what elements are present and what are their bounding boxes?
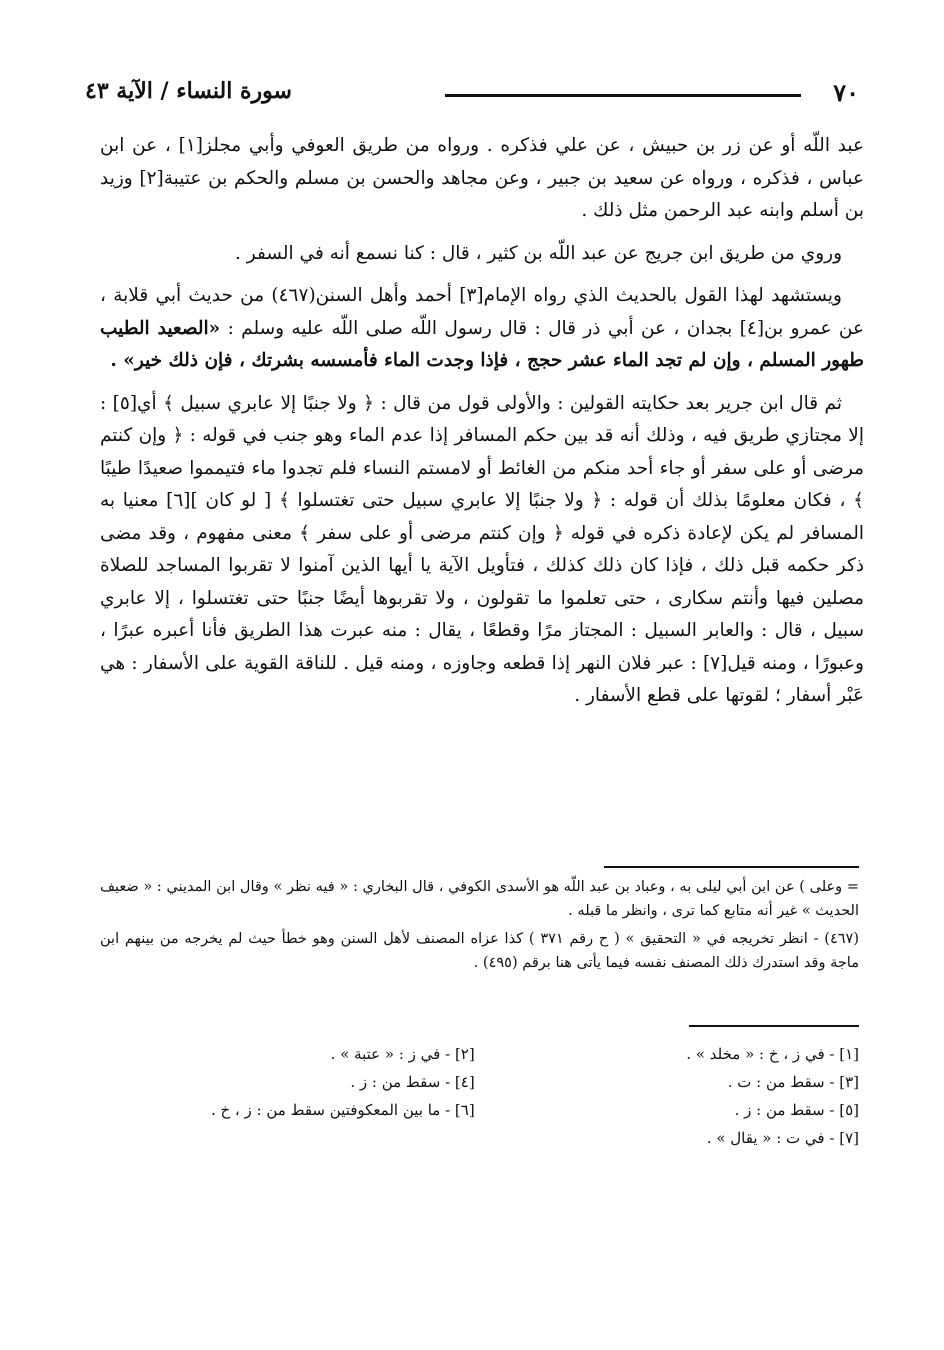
footnote: (٤٦٧) - انظر تخريجه في « التحقيق » ( ح رقم ٣٧١ ) كذا عزاه المصنف لأهل السنن وهو خطأ حيث لم يخرجه من بينهم ابن ماجة وقد استدرك ذلك المصنف نفسه فيما يأتى هنا برقم (٤٩٥) . (100, 931, 859, 971)
paragraph: ثم قال ابن جرير بعد حكايته القولين : والأولى قول من قال : ﴿ ولا جنبًا إلا عابري سبيل ﴾ أي[٥] : إلا مجتازي طريق فيه ، وذلك أنه قد بين حكم المسافر إذا عدم الماء وهو جنب في قوله : ﴿ وإن كنتم مرضى أو على سفر أو جاء أحد منكم من الغائط أو لامستم النساء فلم تجدوا ماء فتيمموا صعيدًا طيبًا ﴾ ، فكان معلومًا بذلك أن قوله : ﴿ ولا جنبًا إلا عابري سبيل حتى تغتسلوا ﴾ [ لو كان ][٦] معنيا به المسافر لم يكن لإعادة ذكره في قوله ﴿ وإن كنتم مرضى أو على سفر ﴾ معنى مفهوم ، وقد مضى ذكر حكمه قبل ذلك ، فإذا كان ذلك كذلك ، فتأويل الآية يا أيها الذين آمنوا لا تقربوا المساجد للصلاة مصلين فيها وأنتم سكارى ، حتى تعلموا ما تقولون ، ولا تقربوها أيضًا جنبًا حتى تغتسلوا ، إلا عابري سبيل ، قال : والعابر السبيل : المجتاز مرًا وقطعًا ، يقال : منه عبرت هذا الطريق فأنا أعبره عبرًا ، وعبورًا ، ومنه قيل[٧] : عبر فلان النهر إذا قطعه وجاوزه ، ومنه قيل . للناقة القوية على الأسفار : هي عَبْر أسفار ؛ لقوتها على قطع الأسفار . (100, 392, 864, 706)
page-header (85, 78, 859, 114)
footnotes (100, 875, 859, 979)
main-text (100, 130, 864, 723)
page-number: ٧٠ (833, 78, 859, 107)
variants-column-left (120, 1040, 475, 1124)
variant-note: [٦] - ما بين المعكوفتين سقط من : ز ، خ . (210, 1101, 475, 1119)
paragraph: عبد اللّه أو عن زر بن حبيش ، عن علي فذكره . ورواه من طريق العوفي وأبي مجلز[١] ، عن ابن عباس ، فذكره ، ورواه عن سعيد بن جبير ، وعن مجاهد والحسن بن مسلم والحكم بن عتيبة[٢] وزيد بن أسلم وابنه عبد الرحمن مثل ذلك . (100, 135, 865, 221)
variants-separator (689, 1025, 859, 1027)
paragraph: وروي من طريق ابن جريج عن عبد اللّه بن كثير ، قال : كنا نسمع أنه في السفر . (235, 242, 842, 264)
variant-note: [٢] - في ز : « عتبة » . (330, 1045, 475, 1063)
variant-note: [٥] - سقط من : ز . (734, 1101, 859, 1119)
footnote-separator (604, 866, 859, 868)
variant-note: [٤] - سقط من : ز . (350, 1073, 475, 1091)
variant-note: [٧] - في ت : « يقال » . (706, 1129, 859, 1147)
paragraph-text: ويستشهد لهذا القول بالحديث الذي رواه الإمام[٣] أحمد وأهل السنن(٤٦٧) من حديث أبي قلابة ، عن عمرو بن[٤] بجدان ، عن أبي ذر قال : قال رسول اللّه صلى اللّه عليه وسلم : (100, 285, 864, 339)
variants-column-right (504, 1040, 859, 1152)
running-title: سورة النساء / الآية ٤٣ (85, 78, 292, 104)
hadith-quote: «الصعيد الطيب طهور المسلم ، وإن لم تجد الماء عشر حجج ، فإذا وجدت الماء فأمسسه بشرتك ، فإن ذلك خير» . (100, 317, 864, 371)
variant-note: [١] - في ز ، خ : « مخلد » . (686, 1045, 859, 1063)
footnote: = وعلى ) عن ابن أبي ليلى به ، وعباد بن عبد اللّه هو الأسدى الكوفي ، قال البخاري : « فيه نظر » وقال ابن المديني : « ضعيف الحديث » غير أنه متابع كما ترى ، وانظر ما قبله . (100, 879, 859, 919)
header-rule (445, 94, 801, 97)
variant-note: [٣] - سقط من : ت . (727, 1073, 859, 1091)
paragraph-hadith (100, 280, 864, 378)
